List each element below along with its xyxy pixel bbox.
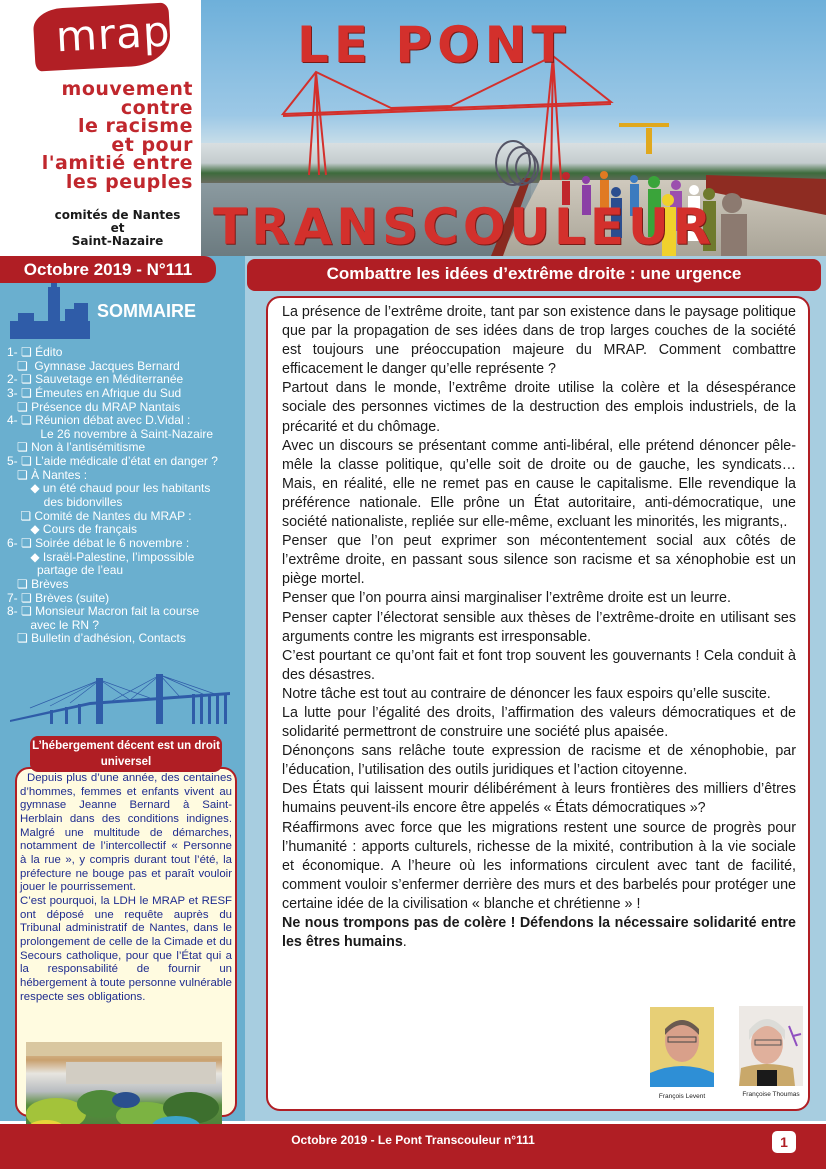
slogan-line: les peuples [65, 170, 193, 193]
slogan-line: mouvement [61, 78, 193, 100]
sidebar-box-title: L’hébergement décent est un droit universel [30, 736, 222, 772]
nantes-skyline-icon [10, 283, 90, 339]
page-number: 1 [772, 1131, 796, 1153]
article-paragraph: Avec un discours se présentant comme anti-libéral, elle prétend dénoncer pêle-mêle la classe politique, qu’elle soit de droite ou de gauche, les syndicats… Mais, en réalité, elle ne remet pas en cause le capitalisme. Elle revendique la préférence nationale. Elle prône un État autoritaire, anti-démocratique, une société nationaliste, repliée sur elle-même, excluant les minorités, les migrants,. [282, 437, 796, 531]
mrap-logo [32, 2, 171, 71]
author-caption: François Levent [658, 1093, 706, 1100]
article-paragraph: Réaffirmons avec force que les migrations restent une source de progrès pour l’humanité : apports culturels, richesse de la mixité, contribution à la vie sociale et économique. A l’heure où les informations circulent avec tant de facilité, comment vouloir s’enfermer derrière des murs et des barbelés pour protéger une certaine idée de la civilisation « blanche et chrétienne » ! [282, 819, 796, 912]
table-of-contents [7, 346, 262, 646]
toc-item[interactable]: ❏ Comité de Nantes du MRAP : [7, 508, 192, 523]
article-paragraph: Partout dans le monde, l’extrême droite utilise la colère et la désespérance sociale des personnes victimes de la destruction des emplois industriels, de la précarité et du chômage. [282, 380, 796, 435]
toc-item[interactable]: 2- ❏ Sauvetage en Méditerranée [7, 372, 184, 387]
header-banner [201, 0, 826, 256]
toc-item[interactable]: ❏ À Nantes : [7, 467, 88, 482]
slogan-line: et pour [111, 133, 193, 156]
logo-text: mrap [54, 6, 172, 62]
newsletter-title-bottom: TRANSCOULEUR [213, 198, 716, 256]
toc-item[interactable]: ◆ un été chaud pour les habitants [7, 481, 211, 496]
toc-item[interactable]: ❏ Gymnase Jacques Bernard [7, 358, 180, 373]
tents-image [26, 1042, 222, 1132]
article-paragraph: Penser que l’on peut exprimer son mécontentement social aux côtés de l’extrême droite, en passant sous silence son racisme et sa xénophobie est un piège mortel. [282, 533, 796, 588]
article-paragraph: Penser que l’on pourra ainsi marginaliser l’extrême droite est un leurre. [282, 590, 731, 607]
article-text [282, 303, 796, 952]
toc-item[interactable]: ◆ Cours de français [7, 522, 137, 537]
toc-item[interactable]: 8- ❏ Monsieur Macron fait la course [7, 604, 200, 619]
toc-item[interactable]: ◆ Israël-Palestine, l’impossible [7, 549, 195, 564]
portrait-image [739, 1006, 803, 1086]
committees-line: comités de Nantes [54, 208, 181, 222]
sommaire-title: SOMMAIRE [97, 301, 196, 321]
portrait-image [650, 1007, 714, 1087]
article-paragraph: C’est pourtant ce qu’ont fait et font trop souvent les gouvernants ! Cela conduit à des désastres. [282, 647, 796, 683]
gymnasium-photo [26, 1042, 222, 1132]
sidebar-box-text [20, 772, 232, 1004]
toc-item[interactable]: 1- ❏ Édito [7, 345, 63, 359]
article-paragraph: Notre tâche est tout au contraire de dénoncer les faux espoirs qu’elle suscite. [282, 685, 771, 702]
closing-bold: Ne nous trompons pas de colère ! Défendons la nécessaire solidarité entre les êtres humains [282, 915, 796, 951]
toc-item[interactable]: ❏ Bulletin d’adhésion, Contacts [7, 631, 186, 646]
toc-item[interactable]: ❏ Non à l’antisémitisme [7, 440, 146, 455]
committees-line: Saint-Nazaire [71, 234, 164, 248]
slogan-line: l'amitié entre [41, 152, 193, 174]
toc-item[interactable]: avec le RN ? [7, 617, 100, 632]
issue-label: Octobre 2019 - N°111 [0, 256, 216, 283]
toc-item[interactable]: ❏ Présence du MRAP Nantais [7, 399, 181, 414]
author-portrait-thoumas [739, 1006, 803, 1086]
toc-item[interactable]: Le 26 novembre à Saint-Nazaire [7, 426, 214, 441]
article-paragraph: Dénonçons sans relâche toute expression de racisme et de xénophobie, par l’éducation, l’utilisation des outils juridiques et l’action citoyenne. [282, 743, 796, 779]
article-headline: Combattre les idées d’extrême droite : une urgence [247, 259, 821, 291]
saint-nazaire-bridge-icon [10, 672, 235, 724]
toc-item[interactable]: des bidonvilles [7, 495, 123, 510]
article-paragraph: Penser capter l’électorat sensible aux thèses de l’extrême-droite en utilisant ses arguments contre les migrants est irresponsable. [282, 609, 796, 645]
logo-area [0, 0, 201, 256]
newsletter-title-top: LE PONT [297, 16, 571, 74]
toc-item[interactable]: 5- ❏ L’aide médicale d’état en danger ? [7, 454, 218, 469]
article-closing [282, 914, 796, 952]
footer-text: Octobre 2019 - Le Pont Transcouleur n°111 [291, 1133, 535, 1147]
toc-item[interactable]: ❏ Brèves [7, 576, 69, 591]
closing-end: . [402, 934, 407, 951]
article-paragraph: La lutte pour l’égalité des droits, l’affirmation des valeurs démocratiques et de solidarité permettront de construire une société plus apaisée. [282, 704, 796, 741]
toc-item[interactable]: 7- ❏ Brèves (suite) [7, 590, 110, 605]
article-paragraph: Des États qui laissent mourir délibérément à leurs frontières des milliers d’êtres humains peuvent-ils encore être appelés « États démocratiques »? [282, 781, 796, 817]
toc-item[interactable]: 3- ❏ Émeutes en Afrique du Sud [7, 385, 182, 400]
author-portrait-levent [650, 1007, 714, 1087]
slogan [42, 80, 193, 191]
committees [40, 209, 195, 248]
author-caption: Françoise Thoumas [742, 1091, 800, 1098]
article-paragraph: La présence de l’extrême droite, tant par son existence dans le paysage politique que par la propagation de ses idées dans de trop larges couches de la société est toujours une préoccupation majeure du MRAP. Comment combattre efficacement le danger qu’elle représente ? [282, 304, 796, 378]
committees-line: et [110, 221, 125, 235]
toc-item[interactable]: 4- ❏ Réunion débat avec D.Vidal : [7, 413, 191, 428]
toc-item[interactable]: 6- ❏ Soirée débat le 6 novembre : [7, 535, 190, 550]
slogan-line: le racisme [78, 115, 193, 137]
slogan-line: contre [120, 96, 193, 119]
sidebar-paragraph: Depuis plus d’une année, des centaines d’hommes, femmes et enfants vivent au gymnase Jeanne Bernard à Saint-Herblain dans des conditions indignes. Malgré une multitude de démarches, notamment de l’intercollectif « Personne à la rue », y compris durant tout l’été, la préfecture ne bouge pas et paraît vouloir jouer le pourrissement. [20, 772, 232, 894]
sidebar-paragraph: C’est pourquoi, la LDH le MRAP et RESF ont déposé une requête auprès du Tribunal administratif de Nantes, dans le prolongement de celle de la Cimade et du Secours catholique, pour que l’État qui a la responsabilité de fournir un hébergement à toute personne vulnérable respecte ses obligations. [20, 894, 232, 1003]
toc-item[interactable]: partage de l’eau [7, 563, 124, 578]
